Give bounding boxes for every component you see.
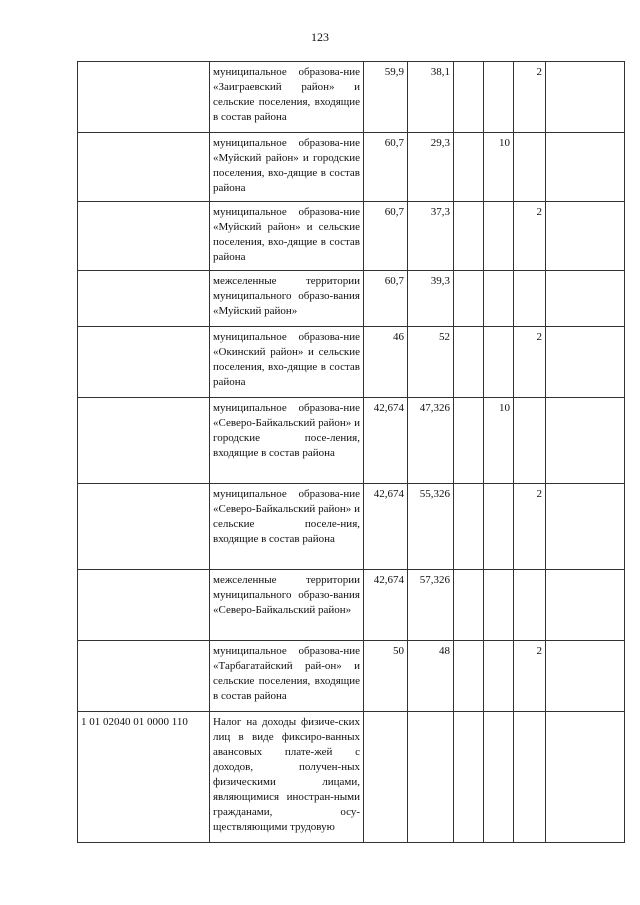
table-row [78,570,625,641]
value-cell-2: 29,3 [408,133,454,202]
value-cell-3 [454,202,484,271]
value-cell-4 [484,327,514,398]
value-cell-6 [546,271,625,327]
description-cell: муниципальное образова-ние «Северо-Байкальский район» и сельские поселе-ния, входящие в состав района [210,484,364,570]
value-cell-2: 57,326 [408,570,454,641]
budget-code-cell [78,641,210,712]
budget-code-cell [78,133,210,202]
value-cell-2 [408,712,454,843]
budget-code-cell: 1 01 02040 01 0000 110 [78,712,210,843]
value-cell-4 [484,271,514,327]
value-cell-2: 52 [408,327,454,398]
value-cell-3 [454,712,484,843]
description-cell: муниципальное образова-ние «Тарбагатайский рай-он» и сельские поселения, входящие в состав района [210,641,364,712]
value-cell-6 [546,62,625,133]
description-cell: муниципальное образова-ние «Северо-Байкальский район» и городские посе-ления, входящие в состав района [210,398,364,484]
budget-code-cell [78,202,210,271]
value-cell-4 [484,484,514,570]
value-cell-4: 10 [484,133,514,202]
budget-code-cell [78,398,210,484]
table-row [78,641,625,712]
value-cell-3 [454,641,484,712]
table-row [78,133,625,202]
value-cell-5 [514,712,546,843]
value-cell-1: 60,7 [364,133,408,202]
value-cell-2: 39,3 [408,271,454,327]
description-cell: межселенные территории муниципального образо-вания «Муйский район» [210,271,364,327]
page-number: 123 [311,30,329,44]
value-cell-2: 55,326 [408,484,454,570]
value-cell-1: 59,9 [364,62,408,133]
value-cell-1: 42,674 [364,484,408,570]
value-cell-6 [546,327,625,398]
value-cell-5 [514,271,546,327]
value-cell-3 [454,570,484,641]
value-cell-4 [484,202,514,271]
value-cell-2: 48 [408,641,454,712]
budget-code-cell [78,484,210,570]
description-cell: межселенные территории муниципального образо-вания «Северо-Байкальский район» [210,570,364,641]
value-cell-6 [546,641,625,712]
value-cell-5: 2 [514,62,546,133]
value-cell-5 [514,133,546,202]
value-cell-6 [546,398,625,484]
value-cell-4 [484,570,514,641]
value-cell-3 [454,133,484,202]
value-cell-5: 2 [514,327,546,398]
value-cell-6 [546,570,625,641]
description-cell: муниципальное образова-ние «Заиграевский район» и сельские поселения, входящие в состав района [210,62,364,133]
budget-table [77,61,625,843]
value-cell-3 [454,484,484,570]
value-cell-6 [546,712,625,843]
value-cell-1: 46 [364,327,408,398]
budget-code-cell [78,271,210,327]
value-cell-1: 50 [364,641,408,712]
table-row [78,62,625,133]
value-cell-4 [484,641,514,712]
value-cell-5: 2 [514,484,546,570]
description-cell: муниципальное образова-ние «Муйский район» и городские поселения, вхо-дящие в состав района [210,133,364,202]
value-cell-5: 2 [514,641,546,712]
value-cell-6 [546,202,625,271]
value-cell-3 [454,271,484,327]
value-cell-2: 47,326 [408,398,454,484]
table-row [78,398,625,484]
value-cell-6 [546,484,625,570]
value-cell-5 [514,398,546,484]
value-cell-1: 60,7 [364,271,408,327]
value-cell-6 [546,133,625,202]
value-cell-3 [454,62,484,133]
description-cell: Налог на доходы физиче-ских лиц в виде фиксиро-ванных авансовых плате-жей с доходов, получен-ных физическими лицами, являющимися иностран-ными гражданами, осу-ществляющими трудовую [210,712,364,843]
budget-code-cell [78,327,210,398]
table-row [78,202,625,271]
value-cell-3 [454,398,484,484]
value-cell-1: 42,674 [364,398,408,484]
description-cell: муниципальное образова-ние «Муйский район» и сельские поселения, вхо-дящие в состав района [210,202,364,271]
budget-code-cell [78,570,210,641]
value-cell-5 [514,570,546,641]
table-row [78,271,625,327]
description-cell: муниципальное образова-ние «Окинский район» и сельские поселения, вхо-дящие в состав района [210,327,364,398]
value-cell-4: 10 [484,398,514,484]
value-cell-1: 60,7 [364,202,408,271]
budget-code-cell [78,62,210,133]
table-row [78,484,625,570]
value-cell-3 [454,327,484,398]
value-cell-1: 42,674 [364,570,408,641]
value-cell-2: 38,1 [408,62,454,133]
value-cell-5: 2 [514,202,546,271]
value-cell-4 [484,62,514,133]
value-cell-4 [484,712,514,843]
table-row [78,327,625,398]
value-cell-1 [364,712,408,843]
value-cell-2: 37,3 [408,202,454,271]
table-row [78,712,625,843]
